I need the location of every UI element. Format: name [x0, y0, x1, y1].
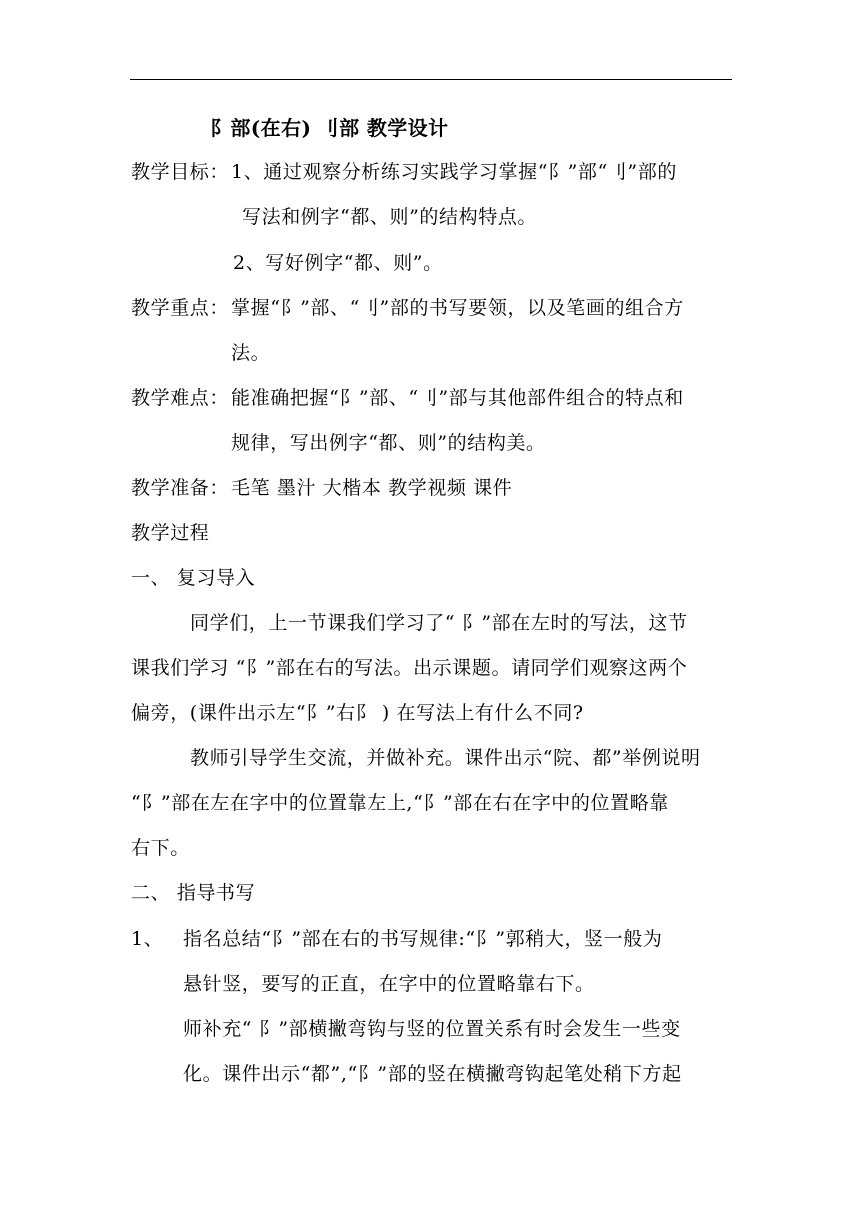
difficulties-label: 教学难点：: [131, 387, 230, 409]
preparation-label: 教学准备：: [131, 477, 230, 499]
preparation-items: 毛笔 墨汁 大楷本 教学视频 课件: [231, 477, 513, 499]
section1-p1-line1: 同学们，上一节课我们学习了“ 阝”部在左时的写法，这节: [190, 612, 688, 634]
header-rule: [130, 79, 732, 80]
section2-heading: 二、 指导书写: [131, 882, 256, 904]
difficulties-line2: 规律，写出例字“都、则”的结构美。: [231, 432, 546, 454]
objectives-item2: 2、写好例字“都、则”。: [233, 252, 443, 274]
section2-item1-line4: 化。课件出示“都”,“阝”部的竖在横撇弯钩起笔处稍下方起: [183, 1063, 682, 1085]
document-title: 阝部(在右) 刂部 教学设计: [210, 116, 449, 140]
difficulties-line1: 能准确把握“阝”部、“刂”部与其他部件组合的特点和: [231, 387, 684, 409]
objectives-item1-line2: 写法和例字“都、则”的结构特点。: [242, 206, 538, 228]
key-points-label: 教学重点：: [131, 297, 230, 319]
section1-heading: 一、 复习导入: [131, 567, 256, 589]
section2-item1-line3: 师补充“ 阝”部横撇弯钩与竖的位置关系有时会发生一些变: [183, 1018, 681, 1040]
section2-item1-number: 1、: [131, 928, 164, 950]
section2-item1-line1: 指名总结“阝”部在右的书写规律:“阝”郭稍大，竖一般为: [183, 928, 663, 950]
section1-p2-line3: 右下。: [131, 837, 190, 859]
section1-p1-line2: 课我们学习 “阝”部在右的写法。出示课题。请同学们观察这两个: [131, 657, 688, 679]
section1-p2-line1: 教师引导学生交流，并做补充。课件出示“院、都”举例说明: [190, 747, 701, 769]
process-heading: 教学过程: [131, 522, 210, 544]
key-points-line1: 掌握“阝”部、“刂”部的书写要领，以及笔画的组合方: [231, 297, 684, 319]
objectives-item1-line1: 1、通过观察分析练习实践学习掌握“阝”部“刂”部的: [231, 161, 677, 183]
section1-p2-line2: “阝”部在左在字中的位置靠左上,“阝”部在右在字中的位置略靠: [131, 792, 669, 814]
objectives-label: 教学目标：: [131, 161, 230, 183]
section1-p1-line3: 偏旁，(课件出示左“阝”右阝 ) 在写法上有什么不同?: [131, 702, 584, 724]
section2-item1-line2: 悬针竖，要写的正直，在字中的位置略靠右下。: [183, 973, 595, 995]
key-points-line2: 法。: [231, 342, 271, 364]
